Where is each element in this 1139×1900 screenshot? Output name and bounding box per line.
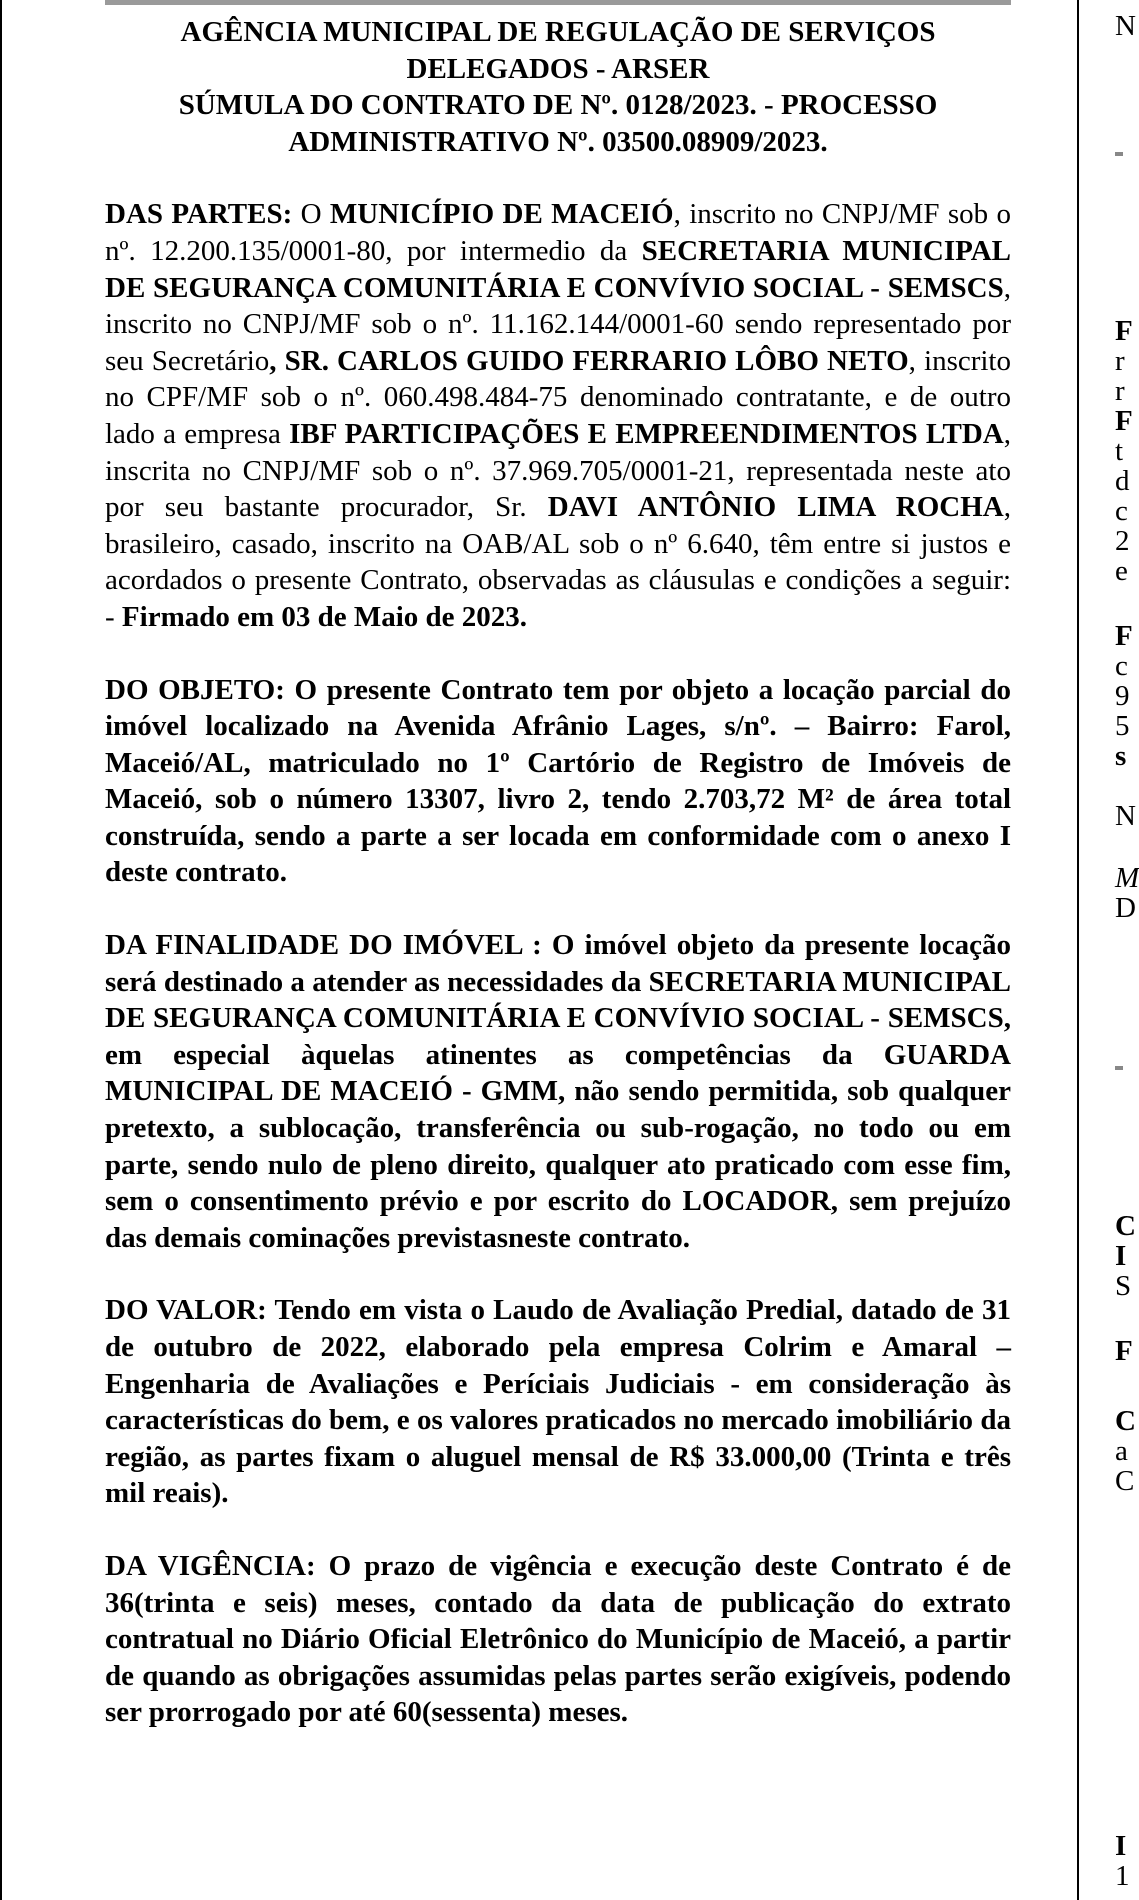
- header-line-4: ADMINISTRATIVO Nº. 03500.08909/2023.: [288, 125, 828, 158]
- edge-letter: c: [1115, 495, 1128, 527]
- partes-text-6: , brasileiro, casado, inscrito na OAB/AL sob o nº 6.640, têm entre si justos e acordados o presente Contrato, observadas as cláusulas e condições a seguir: -: [105, 491, 1011, 633]
- edge-letter: F: [1115, 620, 1133, 652]
- partes-text-5: , inscrita no CNPJ/MF sob o nº. 37.969.705/0001-21, representada neste ato por seu bastante procurador, Sr.: [105, 417, 1011, 524]
- edge-letter: S: [1115, 1270, 1132, 1302]
- right-column-cutoff: [1115, 0, 1139, 1900]
- page-left-border: [0, 0, 2, 1900]
- partes-text-2: , inscrito no CNPJ/MF sob o nº. 12.200.135/0001-80, por intermedio da: [105, 198, 1011, 267]
- left-column: [105, 14, 1011, 1767]
- edge-letter: 2: [1115, 525, 1130, 557]
- edge-letter: M: [1115, 862, 1139, 894]
- edge-letter: s: [1115, 740, 1127, 772]
- edge-letter: 9: [1115, 680, 1130, 712]
- edge-letter: d: [1115, 465, 1130, 497]
- edge-letter: c: [1115, 650, 1128, 682]
- header-line-1: AGÊNCIA MUNICIPAL DE REGULAÇÃO DE SERVIÇOS: [180, 16, 936, 48]
- edge-letter: t: [1115, 435, 1124, 467]
- edge-letter: e: [1115, 555, 1128, 587]
- partes-text-3: , inscrito no CNPJ/MF sob o nº. 11.162.144/0001-60 sendo representado por seu Secretário: [105, 271, 1011, 377]
- vigencia-paragraph: DA VIGÊNCIA: O prazo de vigência e execução deste Contrato é de 36(trinta e seis) meses, contado da data de publicação do extrato contratual no Diário Oficial Eletrônico do Município de Maceió, a partir de quando as obrigações assumidas pelas partes serão exigíveis, podendo ser prorrogado por até 60(sessenta) meses.: [105, 1549, 1011, 1729]
- partes-empresa: IBF PARTICIPAÇÕES E EMPREENDIMENTOS LTDA: [289, 417, 1004, 450]
- edge-letter: F: [1115, 315, 1133, 347]
- edge-letter: 1: [1115, 1860, 1130, 1892]
- edge-letter: r: [1115, 345, 1125, 377]
- finalidade-paragraph: DA FINALIDADE DO IMÓVEL : O imóvel objeto da presente locação será destinado a atender as necessidades da SECRETARIA MUNICIPAL DE SEGURANÇA COMUNITÁRIA E CONVÍVIO SOCIAL - SEMSCS, em especial àquelas atinentes as competências da GUARDA MUNICIPAL DE MACEIÓ - GMM, não sendo permitida, sob qualquer pretexto, a sublocação, transferência ou sub-rogação, no todo ou em parte, sendo nulo de pleno direito, qualquer ato praticado com esse fim, sem o consentimento prévio e por escrito do LOCADOR, sem prejuízo das demais cominações previstasneste contrato.: [105, 929, 1011, 1254]
- edge-letter: I: [1115, 1240, 1127, 1272]
- column-divider: [1077, 0, 1079, 1900]
- right-dash-1: [1115, 152, 1123, 156]
- edge-letter: I: [1115, 1830, 1127, 1862]
- edge-letter: N: [1115, 800, 1136, 832]
- header-line-3: SÚMULA DO CONTRATO DE Nº. 0128/2023. - PROCESSO: [178, 89, 938, 122]
- edge-letter: C: [1115, 1210, 1136, 1242]
- partes-secretario-name: , SR. CARLOS GUIDO FERRARIO LÔBO NETO: [269, 344, 909, 377]
- header-line-2: DELEGADOS - ARSER: [406, 52, 710, 85]
- edge-letter: N: [1115, 10, 1136, 42]
- edge-letter: C: [1115, 1465, 1135, 1497]
- partes-firmado: Firmado em 03 de Maio de 2023.: [121, 600, 528, 633]
- edge-letter: r: [1115, 375, 1125, 407]
- top-separator-bar: [105, 0, 1011, 5]
- partes-text-4: , inscrito no CPF/MF sob o nº. 060.498.484-75 denominado contratante, e de outro lado a empresa: [105, 344, 1011, 450]
- document-header: [105, 14, 1011, 160]
- partes-municipio: MUNICÍPIO DE MACEIÓ: [329, 198, 674, 231]
- valor-paragraph: DO VALOR: Tendo em vista o Laudo de Avaliação Predial, datado de 31 de outubro de 2022, elaborado pela empresa Colrim e Amaral – Engenharia de Avaliações e Períciais Judiciais - em consideração às características do bem, e os valores praticados no mercado imobiliário da região, as partes fixam o aluguel mensal de R$ 33.000,00 (Trinta e três mil reais).: [105, 1294, 1011, 1510]
- partes-procurador-name: DAVI ANTÔNIO LIMA ROCHA: [547, 491, 1004, 524]
- edge-letter: a: [1115, 1435, 1128, 1467]
- edge-letter: F: [1115, 1335, 1133, 1367]
- edge-letter: C: [1115, 1405, 1136, 1437]
- partes-heading: DAS PARTES:: [105, 198, 293, 231]
- objeto-paragraph: DO OBJETO: O presente Contrato tem por objeto a locação parcial do imóvel localizado na Avenida Afrânio Lages, s/nº. – Bairro: Farol, Maceió/AL, matriculado no 1º Cartório de Registro de Imóveis de Maceió, sob o número 13307, livro 2, tendo 2.703,72 M² de área total construída, sendo a parte a ser locada em conformidade com o anexo I deste contrato.: [105, 673, 1011, 889]
- partes-text-1: O: [292, 198, 330, 231]
- edge-letter: F: [1115, 405, 1133, 437]
- partes-paragraph: [105, 196, 1011, 635]
- edge-letter: D: [1115, 892, 1136, 924]
- right-dash-2: [1115, 1066, 1123, 1070]
- edge-letter: 5: [1115, 710, 1130, 742]
- partes-secretaria: SECRETARIA MUNICIPAL DE SEGURANÇA COMUNITÁRIA E CONVÍVIO SOCIAL - SEMSCS: [105, 234, 1011, 304]
